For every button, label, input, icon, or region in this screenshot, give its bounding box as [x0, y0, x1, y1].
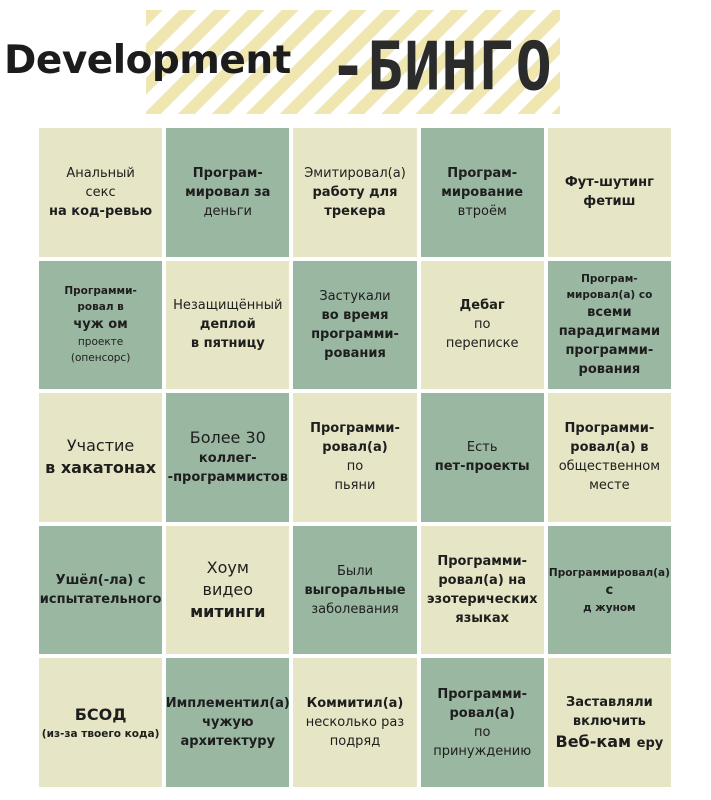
cell-line: БСОД: [74, 704, 127, 724]
cell-line: Ушёл(-ла) с: [55, 573, 146, 589]
cell-line: месте: [589, 478, 630, 494]
bingo-cell[interactable]: [293, 526, 416, 655]
cell-line: ровал(а) в: [570, 440, 649, 456]
cell-line: чуж ом: [73, 317, 128, 333]
cell-line: ровал(а): [449, 705, 515, 721]
cell-line: рования: [324, 345, 386, 361]
cell-line: секс: [85, 184, 116, 200]
cell-line: Фут-шутинг: [564, 175, 654, 191]
cell-line: Програм-: [447, 165, 518, 181]
cell-line: пет-проекты: [434, 459, 530, 475]
cell-line: видео: [202, 580, 254, 600]
bingo-cell[interactable]: [548, 393, 671, 522]
bingo-cell[interactable]: [39, 658, 162, 787]
cell-line: Есть: [466, 440, 498, 456]
cell-line: Программи-: [310, 421, 400, 437]
bingo-cell[interactable]: [39, 393, 162, 522]
cell-line: Застукали: [319, 288, 391, 304]
cell-line: заболевания: [311, 601, 399, 617]
bingo-cell[interactable]: [166, 261, 289, 390]
cell-line: по: [473, 317, 491, 333]
cell-line: мировал за: [185, 184, 271, 200]
bingo-cell[interactable]: [548, 526, 671, 655]
bingo-cell[interactable]: [293, 128, 416, 257]
cell-line: Анальный: [66, 165, 135, 181]
bingo-cell[interactable]: [166, 128, 289, 257]
bingo-cell[interactable]: [421, 393, 544, 522]
cell-line: Программи-: [437, 686, 528, 702]
cell-line: включить: [572, 713, 646, 729]
cell-line: общественном: [558, 459, 661, 475]
cell-line: Программировал(а): [548, 566, 670, 579]
cell-line: всеми: [587, 304, 632, 320]
cell-line: еру: [636, 735, 664, 751]
cell-line: пьяни: [334, 478, 376, 494]
cell-line: Програм-: [581, 272, 638, 285]
bingo-cell[interactable]: [293, 261, 416, 390]
cell-line: коллег-: [198, 451, 257, 467]
cell-line: в пятницу: [190, 336, 265, 352]
cell-line: по: [346, 459, 364, 475]
cell-line: митинги: [190, 602, 266, 622]
cell-line: трекера: [324, 203, 386, 219]
cell-line: с: [605, 582, 614, 598]
cell-line: подряд: [329, 734, 381, 750]
cell-line: Программи-: [564, 421, 655, 437]
cell-line: эзотерических: [426, 592, 538, 608]
bingo-grid: [37, 126, 673, 789]
cell-line: фетиш: [583, 194, 636, 210]
cell-line: проекте: [77, 336, 124, 349]
cell-line: работу для: [312, 184, 398, 200]
bingo-cell[interactable]: [421, 526, 544, 655]
cell-line: во время: [321, 307, 389, 323]
cell-line: (из-за твоего кода): [41, 727, 160, 740]
cell-line: программи-: [311, 326, 399, 342]
cell-line: Заставляли: [566, 694, 653, 710]
cell-line: ровал(а) на: [438, 573, 527, 589]
cell-line: Более 30: [189, 428, 266, 448]
cell-line: по: [473, 724, 491, 740]
cell-line: выгоральные: [304, 582, 406, 598]
cell-line-group: [556, 731, 664, 753]
cell-line: Веб-кам: [555, 731, 637, 751]
bingo-cell[interactable]: [421, 128, 544, 257]
cell-line: программи-: [565, 342, 654, 358]
cell-line: втроём: [457, 203, 507, 219]
cell-line: языках: [455, 611, 510, 627]
bingo-cell[interactable]: [548, 261, 671, 390]
cell-line: переписке: [445, 336, 519, 352]
cell-line: Эмитировал(а): [304, 165, 406, 181]
cell-line: Хоум: [206, 558, 249, 578]
cell-line: Програм-: [192, 165, 263, 181]
cell-line: Коммитил(а): [306, 696, 404, 712]
cell-line: -программистов: [167, 470, 288, 486]
bingo-cell[interactable]: [421, 261, 544, 390]
cell-line: парадигмами: [558, 323, 661, 339]
cell-line: ровал в: [77, 301, 124, 314]
cell-line: д жуном: [583, 601, 636, 614]
cell-line: на код-ревью: [49, 203, 153, 219]
cell-line: Программи-: [64, 285, 137, 298]
bingo-cell[interactable]: [39, 526, 162, 655]
cell-line: в хакатонах: [45, 458, 157, 478]
bingo-cell[interactable]: [166, 658, 289, 787]
cell-line: деплой: [199, 317, 256, 333]
cell-line: чужую: [202, 715, 254, 731]
cell-line: Дебаг: [459, 298, 505, 314]
title-development: Development: [4, 38, 291, 83]
bingo-cell[interactable]: [166, 393, 289, 522]
title-bingo: -БИНГО: [330, 28, 553, 107]
cell-line: рования: [578, 361, 641, 377]
cell-line: архитектуру: [180, 734, 276, 750]
bingo-cell[interactable]: [39, 128, 162, 257]
bingo-cell[interactable]: [166, 526, 289, 655]
cell-line: деньги: [203, 203, 252, 219]
cell-line: Незащищённый: [173, 298, 283, 314]
bingo-cell[interactable]: [293, 393, 416, 522]
cell-line: ровал(а): [322, 440, 388, 456]
cell-line: Программи-: [437, 554, 528, 570]
cell-line: принуждению: [433, 743, 532, 759]
header: [0, 0, 711, 122]
bingo-cell[interactable]: [548, 128, 671, 257]
cell-line: Имплементил(а): [166, 696, 290, 712]
bingo-cell[interactable]: [39, 261, 162, 390]
cell-line: несколько раз: [305, 715, 405, 731]
cell-line: мирование: [441, 184, 524, 200]
bingo-cell[interactable]: [421, 658, 544, 787]
cell-line: Участие: [66, 436, 135, 456]
cell-line: испытательного: [39, 592, 162, 608]
bingo-cell[interactable]: [548, 658, 671, 787]
bingo-cell[interactable]: [293, 658, 416, 787]
cell-line: Были: [337, 563, 373, 579]
cell-line: (опенсорс): [70, 352, 131, 365]
cell-line: мировал(а) со: [566, 288, 653, 301]
